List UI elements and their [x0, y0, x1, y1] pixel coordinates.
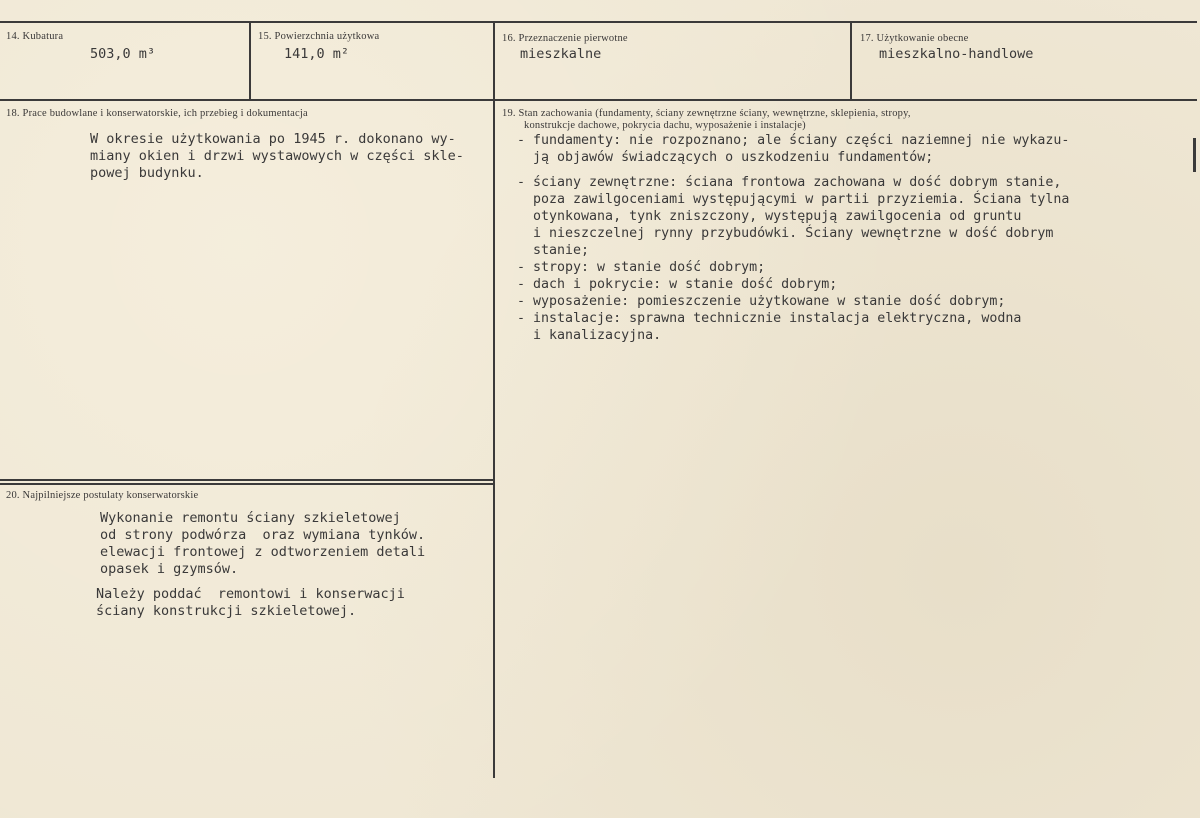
powierzchnia-value: 141,0 m² — [284, 46, 350, 62]
top-rule — [0, 21, 1197, 23]
stan-line: - stropy: w stanie dość dobrym; — [517, 260, 766, 275]
stan-text-fundamenty — [517, 132, 1069, 166]
przeznaczenie-label: 16. Przeznaczenie pierwotne — [502, 33, 628, 44]
kubatura-value: 503,0 m³ — [90, 46, 156, 62]
prace-line: W okresie użytkowania po 1945 r. dokonano wy- — [90, 131, 456, 147]
postulaty-line: Należy poddać remontowi i konserwacji — [96, 586, 405, 602]
stan-line: ją objawów świadczących o uszkodzeniu fundamentów; — [517, 150, 934, 165]
stan-line: i nieszczelnej rynny przybudówki. Ściany wewnętrzne w dość dobrym — [517, 226, 1054, 241]
section-divider-18-20 — [0, 479, 494, 481]
prace-label: 18. Prace budowlane i konserwatorskie, ich przebieg i dokumentacja — [6, 108, 308, 119]
right-edge-mark — [1193, 138, 1196, 172]
divider-14-15 — [249, 21, 251, 101]
postulaty-label: 20. Najpilniejsze postulaty konserwatorskie — [6, 490, 199, 501]
uzytkowanie-value: mieszkalno-handlowe — [879, 46, 1034, 62]
stan-line: otynkowana, tynk zniszczony, występują zawilgocenia od gruntu — [517, 209, 1022, 224]
kubatura-label: 14. Kubatura — [6, 31, 64, 42]
postulaty-line: ściany konstrukcji szkieletowej. — [96, 603, 357, 619]
row1-bottom-rule — [0, 99, 1197, 101]
stan-line: poza zawilgoceniami występującymi w partii przyziemia. Ściana tylna — [517, 192, 1070, 207]
powierzchnia-label: 15. Powierzchnia użytkowa — [258, 31, 380, 42]
postulaty-line: od strony podwórza oraz wymiana tynków. — [100, 527, 426, 543]
postulaty-line: opasek i gzymsów. — [100, 561, 239, 577]
stan-label-line2: konstrukcje dachowe, pokrycia dachu, wyposażenie i instalacje) — [524, 120, 806, 131]
prace-text — [90, 131, 464, 182]
przeznaczenie-value: mieszkalne — [520, 46, 602, 62]
stan-line: - ściany zewnętrzne: ściana frontowa zachowana w dość dobrym stanie, — [517, 175, 1062, 190]
stan-line: - instalacje: sprawna technicznie instalacja elektryczna, wodna — [517, 311, 1022, 326]
stan-line: - fundamenty: nie rozpoznano; ale ściany części naziemnej nie wykazu- — [517, 133, 1070, 148]
stan-text-details — [517, 174, 1069, 344]
postulaty-line: Wykonanie remontu ściany szkieletowej — [100, 510, 401, 526]
prace-line: miany okien i drzwi wystawowych w części skle- — [90, 148, 464, 164]
stan-label-line1: 19. Stan zachowania (fundamenty, ściany zewnętrzne ściany, wewnętrzne, sklepienia, stropy, — [502, 108, 911, 119]
postulaty-text-1 — [100, 510, 425, 578]
divider-15-16 — [493, 21, 495, 778]
postulaty-text-2 — [96, 586, 405, 620]
uzytkowanie-label: 17. Użytkowanie obecne — [860, 33, 969, 44]
stan-line: stanie; — [517, 243, 590, 258]
stan-line: - dach i pokrycie: w stanie dość dobrym; — [517, 277, 838, 292]
section-divider-18-20-inner — [0, 483, 494, 485]
divider-16-17 — [850, 21, 852, 101]
postulaty-line: elewacji frontowej z odtworzeniem detali — [100, 544, 426, 560]
prace-line: powej budynku. — [90, 165, 204, 181]
stan-line: - wyposażenie: pomieszczenie użytkowane w stanie dość dobrym; — [517, 294, 1006, 309]
stan-line: i kanalizacyjna. — [517, 328, 662, 343]
